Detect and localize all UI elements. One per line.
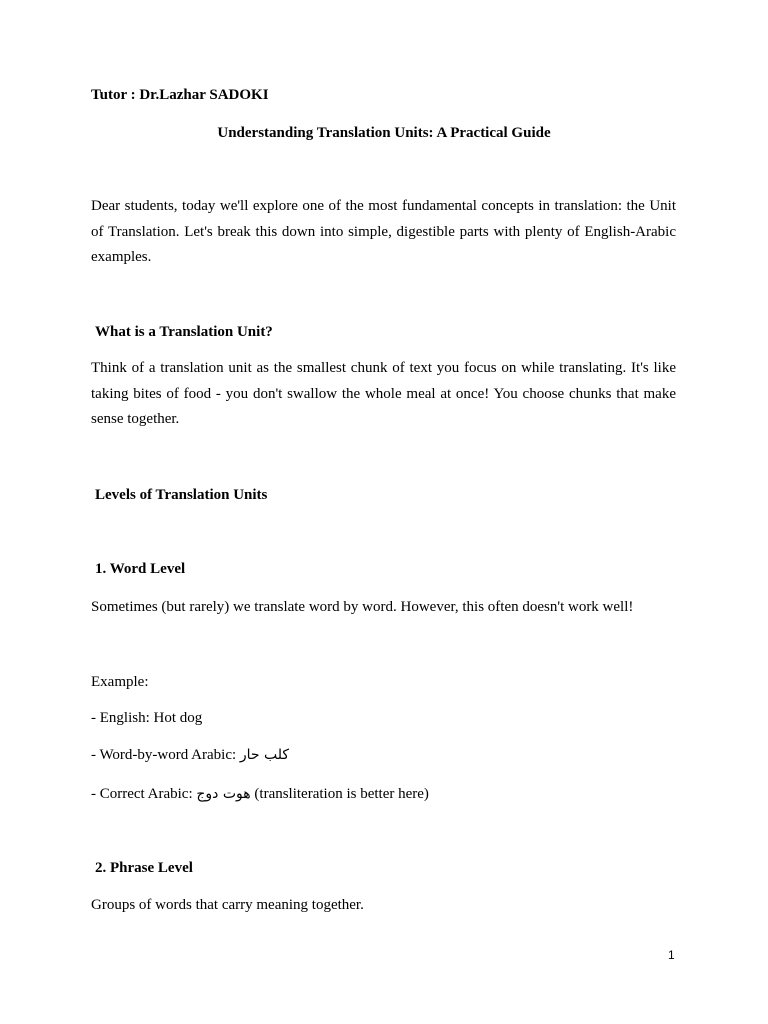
tutor-line: Tutor : Dr.Lazhar SADOKI bbox=[91, 87, 269, 103]
example-correct bbox=[91, 785, 429, 803]
correct-prefix: - Correct Arabic: bbox=[91, 786, 197, 802]
levels-heading: Levels of Translation Units bbox=[95, 487, 268, 503]
correct-suffix: (transliteration is better here) bbox=[250, 786, 429, 802]
phrase-level-heading: 2. Phrase Level bbox=[95, 860, 193, 876]
phrase-level-paragraph: Groups of words that carry meaning together. bbox=[91, 897, 364, 913]
what-is-heading: What is a Translation Unit? bbox=[95, 324, 273, 340]
example-label: Example: bbox=[91, 674, 149, 690]
correct-arabic: هوت دوج bbox=[196, 786, 251, 802]
word-level-heading: 1. Word Level bbox=[95, 561, 186, 577]
document-title: Understanding Translation Units: A Practical Guide bbox=[217, 125, 551, 141]
word-by-word-arabic: كلب حار bbox=[239, 747, 290, 763]
example-word-by-word bbox=[91, 746, 289, 764]
word-by-word-prefix: - Word-by-word Arabic: bbox=[91, 747, 240, 763]
what-is-paragraph: Think of a translation unit as the smallest chunk of text you focus on while translating. It's like taking bites of food - you don't swallow the whole meal at once! You choose chunks that make sense together. bbox=[91, 360, 676, 427]
word-level-paragraph: Sometimes (but rarely) we translate word by word. However, this often doesn't work well! bbox=[91, 599, 634, 615]
intro-paragraph: Dear students, today we'll explore one of the most fundamental concepts in translation: the Unit of Translation. Let's break this down into simple, digestible parts with plenty of English-Arabic examples. bbox=[91, 198, 676, 265]
example-english: - English: Hot dog bbox=[91, 710, 203, 726]
page-number: 1 bbox=[668, 948, 675, 962]
